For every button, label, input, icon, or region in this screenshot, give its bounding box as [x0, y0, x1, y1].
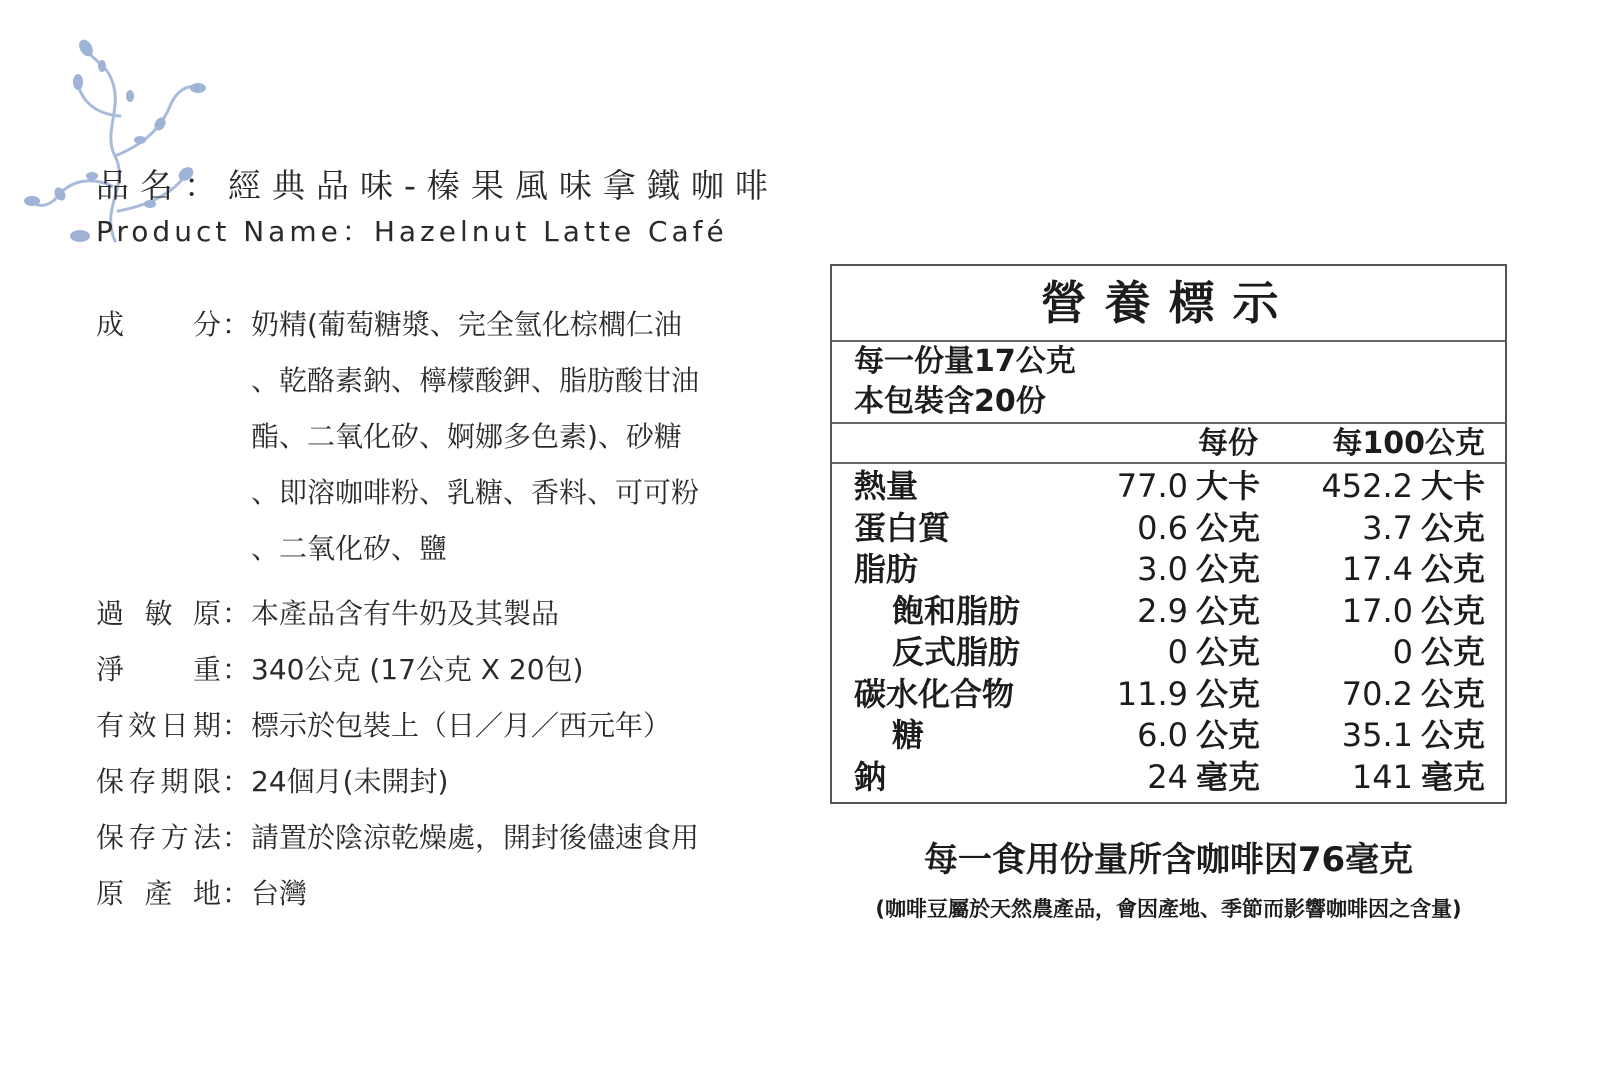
nutrient-name: 碳水化合物 — [854, 674, 1015, 713]
nutrition-row — [832, 757, 1505, 799]
per-serving-value: 6.0 公克 — [1137, 716, 1260, 754]
nutrition-title: 營養標示 — [832, 266, 1505, 342]
storage-row — [96, 819, 786, 857]
nutrition-row — [832, 715, 1505, 757]
allergen-value: 本產品含有牛奶及其製品 — [251, 597, 560, 630]
servings-per-package: 本包裝含20份 — [854, 384, 1046, 419]
per-100g-value: 0 公克 — [1392, 633, 1485, 671]
ingredients-line: 酯、二氧化矽、婀娜多色素)、砂糖 — [251, 420, 682, 453]
shelf-life-label: 保 存 期 限 — [96, 765, 221, 798]
nutrition-rows — [832, 464, 1505, 798]
per-serving-value: 0.6 公克 — [1137, 508, 1260, 547]
colon: ： — [221, 877, 250, 910]
col-per-serving: 每份 — [1198, 426, 1258, 461]
nutrient-name: 熱量 — [854, 467, 919, 505]
colon: ： — [221, 597, 250, 630]
per-100g-value: 141 毫克 — [1351, 757, 1485, 796]
column-headers — [832, 424, 1505, 464]
nutrition-row — [832, 591, 1505, 633]
nutrient-name: 脂肪 — [854, 550, 919, 588]
per-100g-value: 70.2 公克 — [1341, 674, 1485, 713]
per-100g-value: 3.7 公克 — [1362, 508, 1485, 547]
per-100g-value: 35.1 公克 — [1341, 716, 1485, 754]
colon: ： — [221, 821, 250, 854]
colon: ： — [221, 765, 250, 798]
nutrition-row — [832, 674, 1505, 716]
per-100g-value: 452.2 大卡 — [1321, 467, 1485, 505]
origin-row — [96, 875, 786, 913]
nutrient-name: 反式脂肪 — [892, 633, 1021, 671]
net-weight-value: 340公克 (17公克 X 20包) — [251, 653, 584, 686]
serving-size: 每一份量17公克 — [854, 344, 1076, 379]
ingredients-label: 成 分 — [96, 308, 221, 341]
colon: ： — [221, 308, 250, 341]
nutrient-name: 鈉 — [854, 757, 887, 796]
nutrition-row — [832, 549, 1505, 591]
per-serving-value: 0 公克 — [1167, 633, 1260, 671]
nutrient-name: 蛋白質 — [854, 508, 951, 547]
nutrition-row — [832, 632, 1505, 674]
per-100g-value: 17.4 公克 — [1341, 550, 1485, 588]
nutrition-row — [832, 508, 1505, 550]
expiry-value: 標示於包裝上（日／月／西元年） — [251, 709, 672, 742]
nutrition-facts-table — [830, 264, 1507, 804]
col-per-100g: 每100公克 — [1332, 426, 1485, 461]
product-name-cn: 品名：經典品味-榛果風味拿鐵咖啡 — [96, 166, 779, 205]
product-info — [96, 306, 786, 931]
ingredients-line: 、乾酪素鈉、檸檬酸鉀、脂肪酸甘油 — [251, 364, 700, 397]
net-weight-row — [96, 651, 786, 689]
shelf-life-value: 24個月(未開封) — [251, 765, 449, 798]
allergen-label: 過 敏 原 — [96, 597, 221, 630]
ingredients-value — [251, 297, 786, 577]
storage-value: 請置於陰涼乾燥處，開封後儘速食用 — [251, 821, 700, 854]
ingredients-line: 奶精(葡萄糖漿、完全氫化棕櫚仁油 — [251, 308, 682, 341]
expiry-row — [96, 707, 786, 745]
caffeine-statement: 每一食用份量所含咖啡因76毫克 — [923, 840, 1414, 880]
allergen-row — [96, 595, 786, 633]
per-serving-value: 3.0 公克 — [1137, 550, 1260, 588]
nutrition-row — [832, 466, 1505, 508]
per-100g-value: 17.0 公克 — [1341, 591, 1485, 630]
shelf-life-row — [96, 763, 786, 801]
per-serving-value: 24 毫克 — [1147, 757, 1260, 796]
per-serving-value: 2.9 公克 — [1137, 591, 1260, 630]
origin-value: 台灣 — [251, 877, 308, 910]
expiry-label: 有 效 日 期 — [96, 709, 221, 742]
nutrient-name: 飽和脂肪 — [892, 591, 1021, 630]
product-name-en: Product Name：Hazelnut Latte Café — [96, 215, 728, 248]
caffeine-note: (咖啡豆屬於天然農產品，會因產地、季節而影響咖啡因之含量) — [875, 897, 1462, 921]
per-serving-value: 77.0 大卡 — [1116, 467, 1260, 505]
colon: ： — [221, 709, 250, 742]
colon: ： — [221, 653, 250, 686]
ingredients-line: 、即溶咖啡粉、乳糖、香料、可可粉 — [251, 476, 700, 509]
serving-info — [832, 342, 1505, 424]
nutrient-name: 糖 — [892, 716, 925, 754]
per-serving-value: 11.9 公克 — [1116, 674, 1260, 713]
net-weight-label: 淨 重 — [96, 653, 221, 686]
origin-label: 原 產 地 — [96, 877, 221, 910]
ingredients-line: 、二氧化矽、鹽 — [251, 532, 448, 565]
storage-label: 保 存 方 法 — [96, 821, 221, 854]
ingredients-row — [96, 306, 786, 577]
